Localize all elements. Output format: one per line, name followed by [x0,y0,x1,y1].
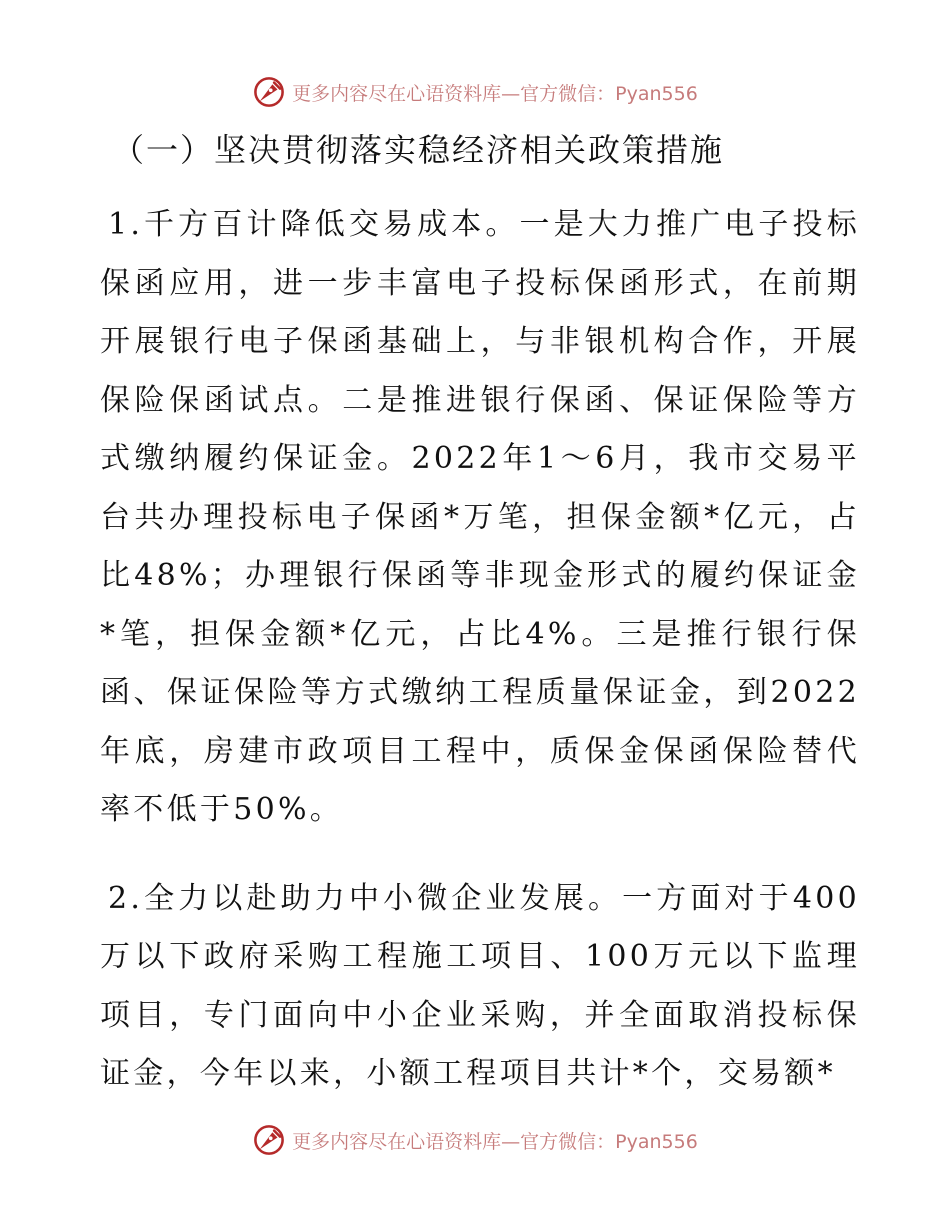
document-body [100,124,860,1134]
watermark-wechat-id: Pyan556 [615,82,698,105]
watermark-wechat-id: Pyan556 [615,1130,698,1153]
section-heading: （一）坚决贯彻落实稳经济相关政策措施 [112,131,725,169]
pen-nib-logo-icon [252,1123,286,1157]
paragraph-1: 1.千方百计降低交易成本。一是大力推广电子投标保函应用，进一步丰富电子投标保函形式，在前期开展银行电子保函基础上，与非银机构合作，开展保险保函试点。二是推进银行保函、保证保险等方式缴纳履约保证金。2022年1～6月，我市交易平台共办理投标电子保函*万笔，担保金额*亿元，占比48%；办理银行保函等非现金形式的履约保证金*笔，担保金额*亿元，占比4%。三是推行银行保函、保证保险等方式缴纳工程质量保证金，到2022年底，房建市政项目工程中，质保金保函保险替代率不低于50%。 [100,207,860,827]
header-watermark [0,72,950,112]
watermark-text: 更多内容尽在心语资料库—官方微信：Pyan556 [292,82,698,105]
footer-watermark [0,1120,950,1160]
paragraph-2: 2.全力以赴助力中小微企业发展。一方面对于400万以下政府采购工程施工项目、100万元以下监理项目，专门面向中小企业采购，并全面取消投标保证金，今年以来，小额工程项目共计*个，交易额* [100,880,860,1091]
pen-nib-logo-icon [252,75,286,109]
watermark-text: 更多内容尽在心语资料库—官方微信：Pyan556 [292,1130,698,1153]
